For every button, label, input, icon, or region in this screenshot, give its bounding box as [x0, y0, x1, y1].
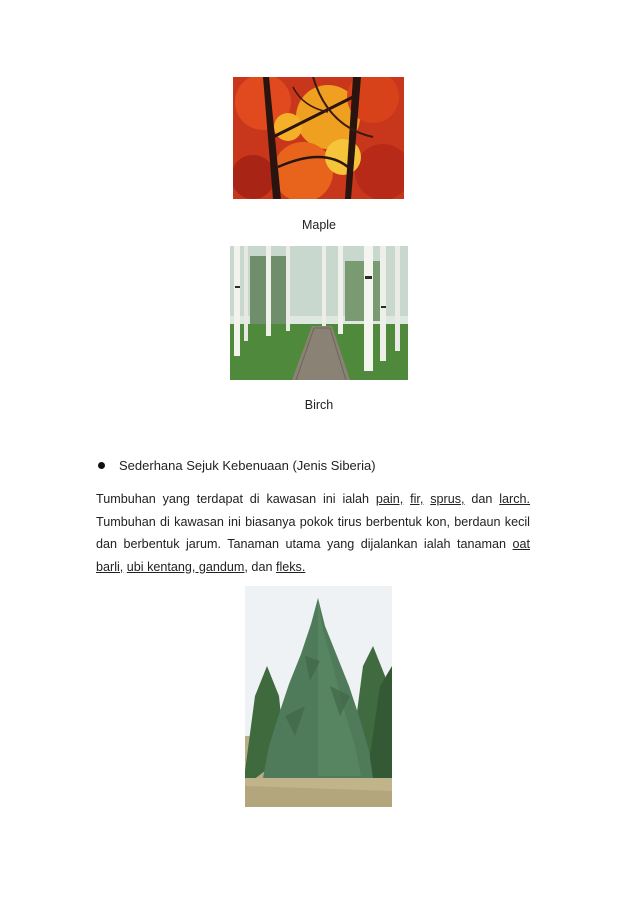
para-underlined: pain,: [375, 492, 404, 506]
birch-forest-photo: [230, 246, 408, 380]
maple-tree-photo: [233, 77, 404, 199]
fir-tree-photo: [245, 586, 392, 807]
para-underlined: fir,: [410, 492, 424, 506]
section-heading-text: Sederhana Sejuk Kebenuaan (Jenis Siberia): [119, 458, 376, 473]
para-underlined: ubi kentang, gandum,: [126, 559, 248, 574]
para-underlined: larch.: [499, 492, 531, 506]
para-text: dan: [247, 559, 276, 574]
birch-caption: Birch: [304, 398, 334, 412]
para-text: dan: [464, 492, 500, 506]
para-text: Tumbuhan yang terdapat di kawasan ini ialah: [96, 492, 376, 506]
para-underlined: sprus,: [430, 492, 465, 506]
maple-caption: Maple: [301, 218, 337, 232]
section-paragraph: [96, 488, 530, 578]
bullet-icon: [98, 462, 105, 469]
para-text: Tumbuhan di kawasan ini biasanya pokok tirus berbentuk kon, berdaun kecil dan berbentuk jarum. Tanaman utama yang dijalankan ialah tanaman: [96, 514, 530, 551]
para-underlined: oat barli,: [96, 537, 530, 574]
section-heading: [98, 458, 376, 473]
para-underlined: fleks.: [275, 559, 306, 574]
